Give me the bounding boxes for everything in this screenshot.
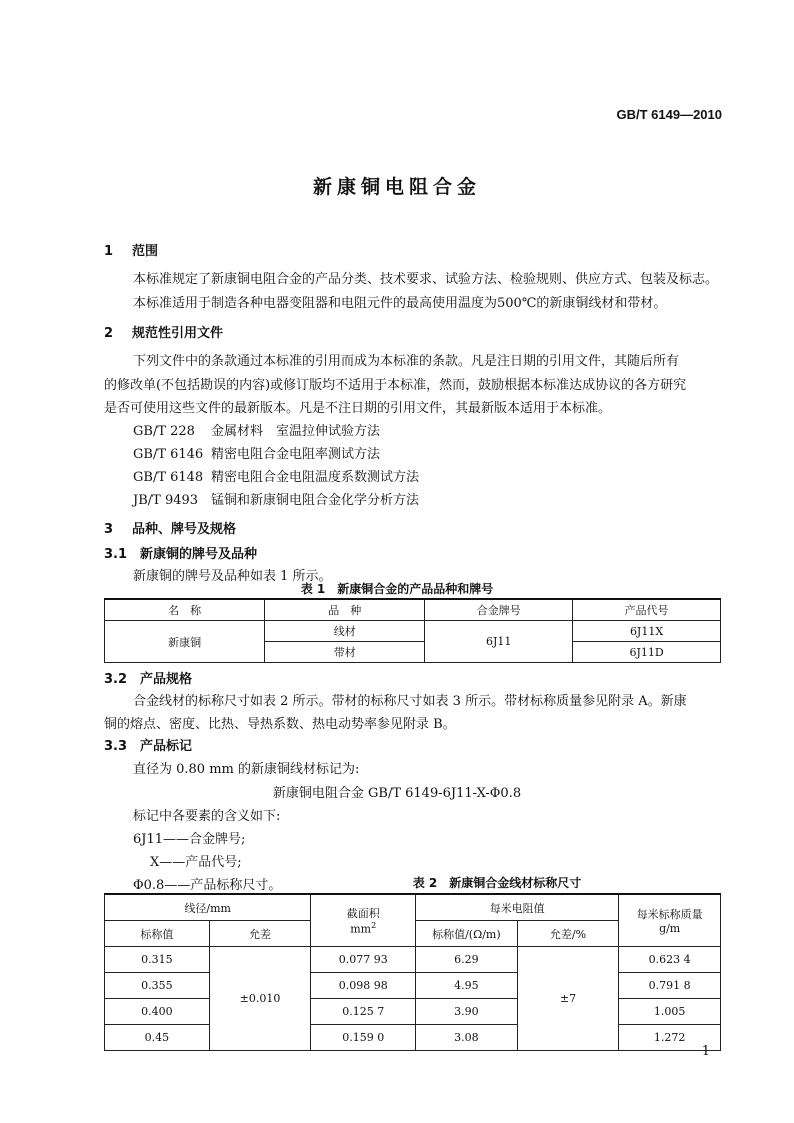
- table-header-cell: 品 种: [265, 599, 425, 621]
- table-2: [104, 893, 721, 1051]
- page-number: 1: [701, 1044, 710, 1059]
- variety-cell: 带材: [265, 642, 425, 663]
- diameter-nominal-header: 标称值: [105, 921, 210, 947]
- section-title: 品种、牌号及规格: [132, 522, 237, 537]
- reference-item: [133, 489, 419, 508]
- table-1-caption: 表 1 新康铜合金的产品品种和牌号: [300, 582, 494, 596]
- product-name-cell: 新康铜: [105, 621, 265, 663]
- diameter-cell: 0.315: [105, 947, 210, 973]
- table-row: [105, 999, 721, 1025]
- resistance-cell: 3.08: [416, 1025, 518, 1051]
- resistance-header: 每米电阻值: [416, 894, 619, 921]
- mass-header-unit: g/m: [659, 922, 681, 935]
- section-number: 2: [104, 326, 114, 341]
- diameter-tolerance-header: 允差: [209, 921, 311, 947]
- diameter-cell: 0.45: [105, 1025, 210, 1051]
- area-header-unit: [311, 921, 415, 936]
- area-cell: 0.098 98: [311, 973, 416, 999]
- mass-header-label: 每米标称质量: [636, 908, 703, 921]
- subsection-3-3-heading: [104, 735, 192, 754]
- table-row: [105, 1025, 721, 1051]
- area-unit: mm: [350, 922, 372, 936]
- subsection-3-2-heading: [104, 668, 192, 687]
- mass-cell: 0.791 8: [619, 973, 721, 999]
- mass-cell: 0.623 4: [619, 947, 721, 973]
- subsection-title: 产品标记: [140, 739, 193, 754]
- reference-name: 精密电阻合金电阻温度系数测试方法: [211, 470, 420, 485]
- table-header-cell: 产品代号: [573, 599, 721, 621]
- product-code-cell: 6J11X: [573, 621, 721, 642]
- table-header-row: [105, 599, 721, 621]
- area-cell: 0.125 7: [311, 999, 416, 1025]
- area-header: [311, 894, 416, 947]
- subsection-3-1-heading: [104, 543, 257, 562]
- section-title: 规范性引用文件: [132, 326, 224, 341]
- section-title: 范围: [132, 244, 159, 259]
- subsection-3-2-line-2: 铜的熔点、密度、比热、导热系数、热电动势率参见附录 B。: [104, 717, 456, 732]
- area-unit-superscript: 2: [371, 921, 377, 931]
- diameter-tolerance-cell: ±0.010: [209, 947, 311, 1051]
- section-number: 3: [104, 522, 114, 537]
- resistance-tolerance-cell: ±7: [517, 947, 619, 1051]
- reference-name: 锰铜和新康铜电阻合金化学分析方法: [211, 493, 420, 508]
- resistance-cell: 6.29: [416, 947, 518, 973]
- marking-element-3: Φ0.8——产品标称尺寸。: [133, 878, 282, 893]
- variety-cell: 线材: [265, 621, 425, 642]
- diameter-cell: 0.400: [105, 999, 210, 1025]
- reference-code: GB/T 228: [133, 424, 195, 439]
- subsection-number: 3.3: [104, 739, 128, 754]
- section-1-heading: [104, 240, 158, 259]
- resistance-tolerance-header: 允差/%: [517, 921, 619, 947]
- reference-code: JB/T 9493: [133, 493, 199, 508]
- subsection-3-3-line-1: 直径为 0.80 mm 的新康铜线材标记为:: [133, 762, 360, 777]
- subsection-number: 3.1: [104, 547, 128, 562]
- reference-item: [133, 420, 380, 439]
- section-2-line-2: 的修改单(不包括勘误的内容)或修订版均不适用于本标准，然而，鼓励根据本标准达成协议的各方研究: [104, 378, 687, 393]
- section-2-line-1: 下列文件中的条款通过本标准的引用而成为本标准的条款。凡是注日期的引用文件，其随后所有: [133, 354, 680, 369]
- marking-element-1: 6J11——合金牌号;: [133, 832, 246, 847]
- table-header-cell: 合金牌号: [425, 599, 573, 621]
- reference-name: 精密电阻合金电阻率测试方法: [211, 447, 381, 462]
- mass-cell: 1.005: [619, 999, 721, 1025]
- resistance-cell: 3.90: [416, 999, 518, 1025]
- reference-code: GB/T 6148: [133, 470, 204, 485]
- resistance-cell: 4.95: [416, 973, 518, 999]
- section-2-line-3: 是否可使用这些文件的最新版本。凡是不注日期的引用文件，其最新版本适用于本标准。: [104, 401, 612, 416]
- section-number: 1: [104, 244, 114, 259]
- section-3-heading: [104, 518, 236, 537]
- standard-code: GB/T 6149—2010: [616, 107, 722, 122]
- table-2-caption: 表 2 新康铜合金线材标称尺寸: [412, 876, 582, 890]
- table-row: [105, 621, 721, 642]
- marking-element-2: X——产品代号;: [150, 855, 242, 870]
- table-header-cell: 名 称: [105, 599, 265, 621]
- marking-example: 新康铜电阻合金 GB/T 6149-6J11-X-Φ0.8: [272, 786, 522, 801]
- subsection-3-2-line-1: 合金线材的标称尺寸如表 2 所示。带材的标称尺寸如表 3 所示。带材标称质量参见附录 A。新康: [133, 694, 687, 709]
- reference-code: GB/T 6146: [133, 447, 204, 462]
- table-1: [104, 598, 721, 663]
- section-1-paragraph-2: 本标准适用于制造各种电器变阻器和电阻元件的最高使用温度为500℃的新康铜线材和带材。: [133, 296, 667, 311]
- section-1-paragraph-1: 本标准规定了新康铜电阻合金的产品分类、技术要求、试验方法、检验规则、供应方式、包装及标志。: [133, 272, 719, 287]
- reference-name: 金属材料 室温拉伸试验方法: [211, 424, 381, 439]
- diameter-header: 线径/mm: [105, 894, 311, 921]
- table-header-row: [105, 894, 721, 921]
- subsection-number: 3.2: [104, 672, 128, 687]
- diameter-cell: 0.355: [105, 973, 210, 999]
- area-cell: 0.159 0: [311, 1025, 416, 1051]
- subsection-3-3-line-3: 标记中各要素的含义如下:: [133, 809, 281, 824]
- subsection-3-1-text: 新康铜的牌号及品种如表 1 所示。: [133, 569, 332, 584]
- document-title: 新康铜电阻合金: [312, 176, 481, 198]
- subsection-title: 新康铜的牌号及品种: [140, 547, 258, 562]
- product-code-cell: 6J11D: [573, 642, 721, 663]
- reference-item: [133, 466, 419, 485]
- area-header-label: 截面积: [346, 907, 380, 921]
- mass-cell: 1.272: [619, 1025, 721, 1051]
- reference-item: [133, 443, 380, 462]
- subsection-title: 产品规格: [140, 672, 193, 687]
- table-row: [105, 947, 721, 973]
- table-row: [105, 973, 721, 999]
- resistance-nominal-header: 标称值/(Ω/m): [416, 921, 518, 947]
- section-2-heading: [104, 322, 223, 341]
- mass-header: [619, 894, 721, 947]
- area-cell: 0.077 93: [311, 947, 416, 973]
- grade-cell: 6J11: [425, 621, 573, 663]
